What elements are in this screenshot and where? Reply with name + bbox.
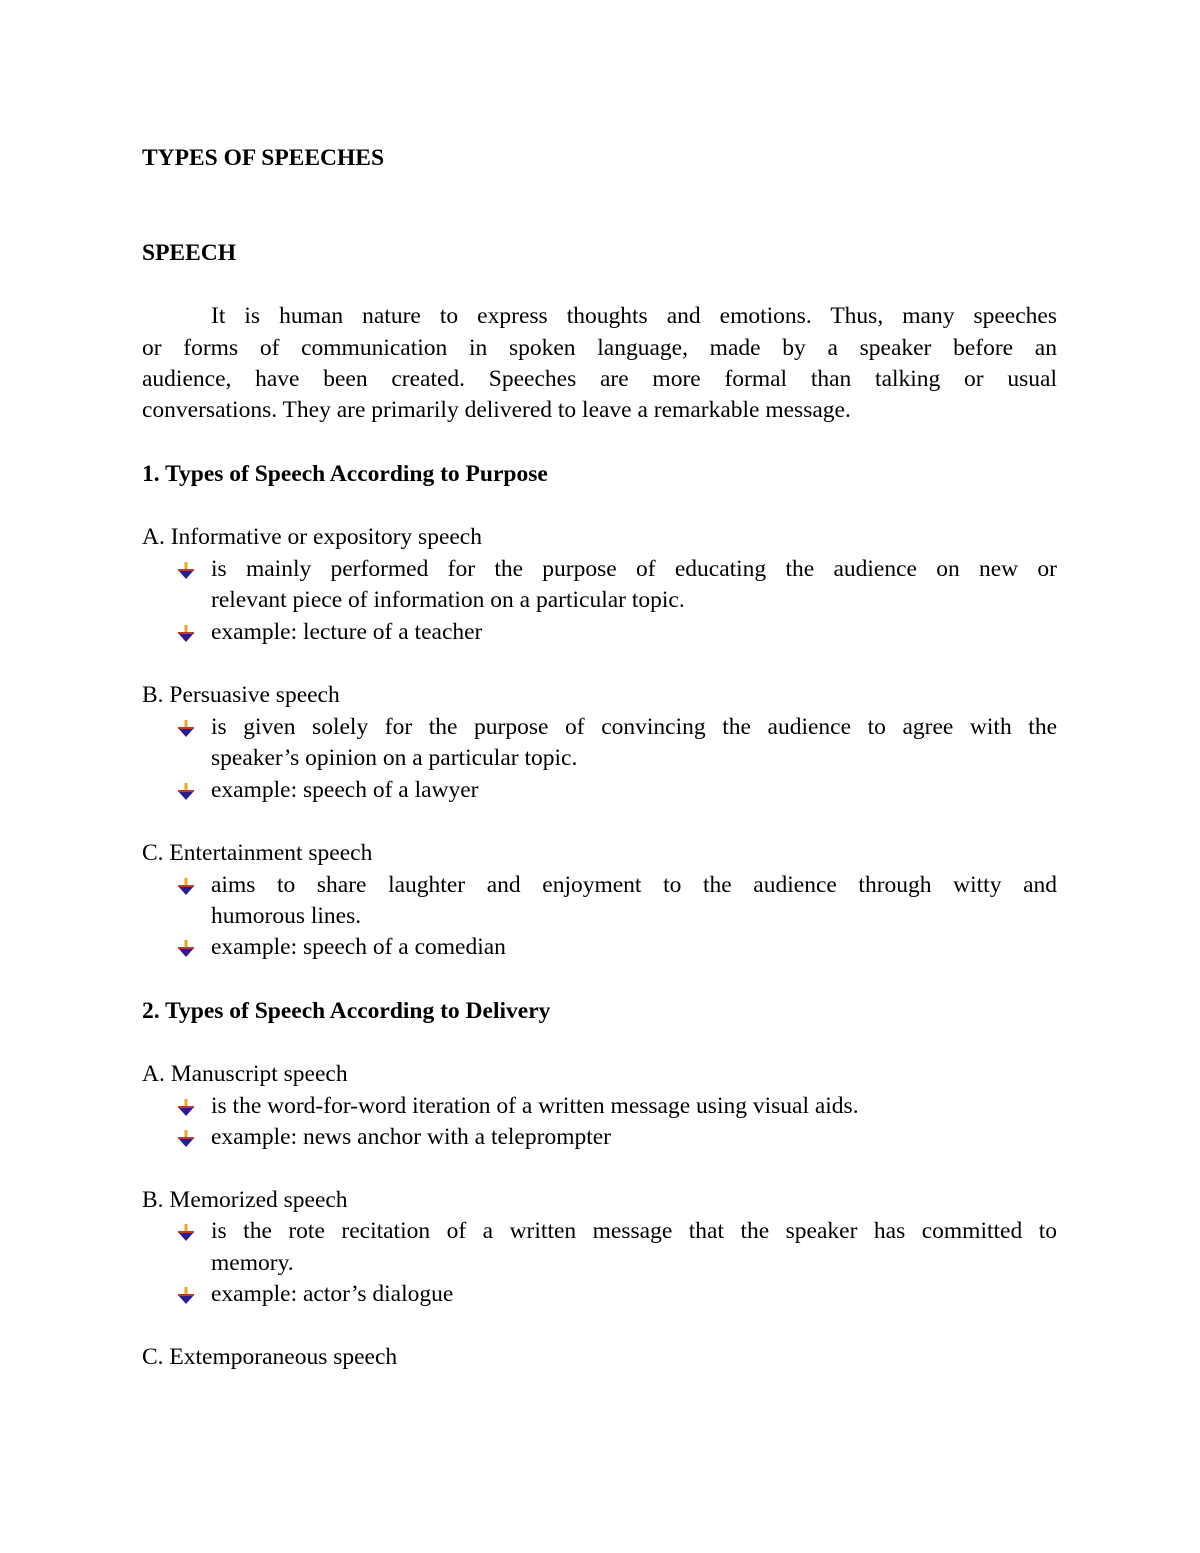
- document-title: TYPES OF SPEECHES: [142, 145, 385, 171]
- part2-b-label: B. Memorized speech: [142, 1187, 348, 1213]
- arrow-down-bullet-icon: [178, 940, 194, 958]
- arrow-down-bullet-icon: [178, 1130, 194, 1148]
- part2-a-label: A. Manuscript speech: [142, 1061, 348, 1087]
- part2-a-bullet1: is the word-for-word iteration of a written message using visual aids.: [211, 1093, 859, 1119]
- part1-a-bullet1-line2: relevant piece of information on a particular topic.: [211, 587, 685, 613]
- part2-c-label: C. Extemporaneous speech: [142, 1344, 398, 1370]
- intro-line-2: or forms of communication in spoken language, made by a speaker before an: [142, 335, 1057, 361]
- part1-a-bullet2: example: lecture of a teacher: [211, 619, 483, 645]
- part1-c-bullet1-line2: humorous lines.: [211, 903, 362, 929]
- part2-heading: 2. Types of Speech According to Delivery: [142, 998, 551, 1024]
- part1-b-bullet1-line1: is given solely for the purpose of convincing the audience to agree with the: [211, 714, 1057, 740]
- part1-a-bullet1-line1: is mainly performed for the purpose of educating the audience on new or: [211, 556, 1057, 582]
- arrow-down-bullet-icon: [178, 783, 194, 801]
- part2-b-bullet2: example: actor’s dialogue: [211, 1281, 454, 1307]
- arrow-down-bullet-icon: [178, 1099, 194, 1117]
- arrow-down-bullet-icon: [178, 1224, 194, 1242]
- part1-c-label: C. Entertainment speech: [142, 840, 373, 866]
- part1-c-bullet2: example: speech of a comedian: [211, 934, 506, 960]
- part1-a-label: A. Informative or expository speech: [142, 524, 482, 550]
- arrow-down-bullet-icon: [178, 1287, 194, 1305]
- part2-a-bullet2: example: news anchor with a teleprompter: [211, 1124, 612, 1150]
- arrow-down-bullet-icon: [178, 562, 194, 580]
- arrow-down-bullet-icon: [178, 720, 194, 738]
- intro-line-4: conversations. They are primarily delivered to leave a remarkable message.: [142, 397, 851, 423]
- part1-b-bullet2: example: speech of a lawyer: [211, 777, 479, 803]
- part1-b-label: B. Persuasive speech: [142, 682, 340, 708]
- part1-c-bullet1-line1: aims to share laughter and enjoyment to the audience through witty and: [211, 872, 1057, 898]
- part2-b-bullet1-line1: is the rote recitation of a written message that the speaker has committed to: [211, 1218, 1057, 1244]
- intro-line-3: audience, have been created. Speeches are more formal than talking or usual: [142, 366, 1057, 392]
- part1-b-bullet1-line2: speaker’s opinion on a particular topic.: [211, 745, 578, 771]
- section-heading: SPEECH: [142, 240, 237, 266]
- part2-b-bullet1-line2: memory.: [211, 1250, 294, 1276]
- arrow-down-bullet-icon: [178, 625, 194, 643]
- intro-line-1: It is human nature to express thoughts and emotions. Thus, many speeches: [211, 303, 1057, 329]
- part1-heading: 1. Types of Speech According to Purpose: [142, 461, 548, 487]
- arrow-down-bullet-icon: [178, 878, 194, 896]
